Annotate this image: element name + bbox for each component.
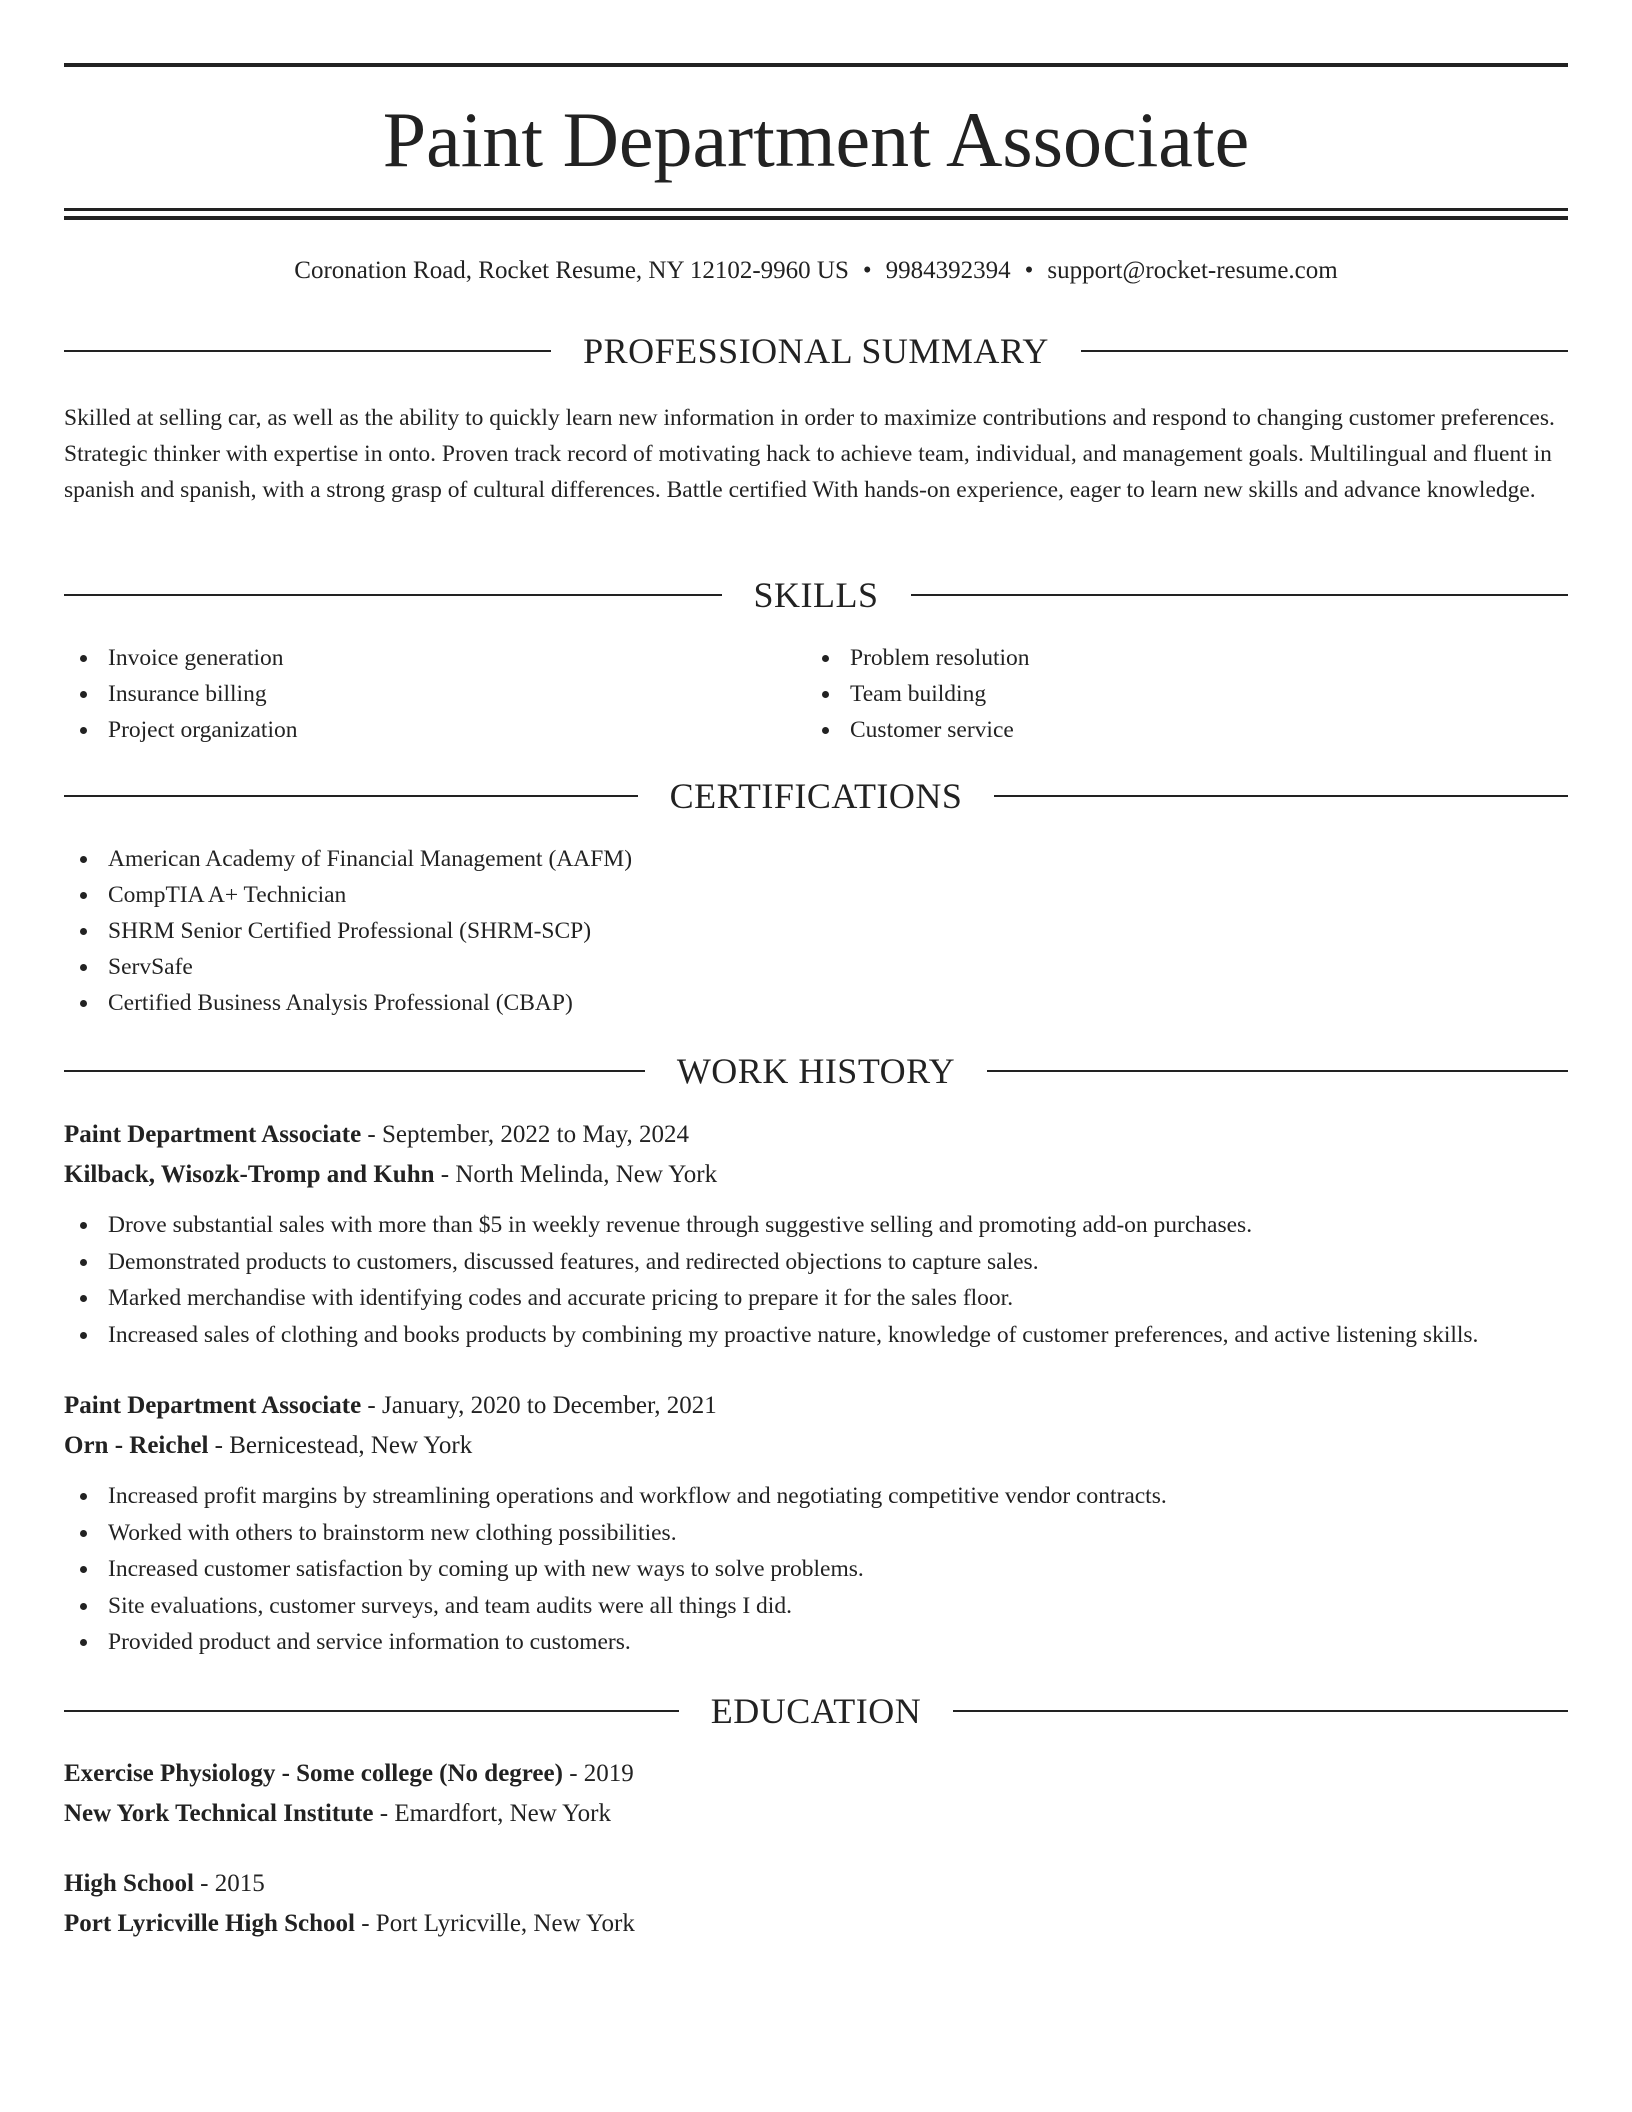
section-header-work bbox=[64, 1048, 1568, 1094]
education-school: Port Lyricville High School bbox=[64, 1910, 355, 1937]
job-bullet: Provided product and service information to customers. bbox=[64, 1624, 1568, 1661]
certification-item: ServSafe bbox=[64, 949, 1568, 985]
section-title: SKILLS bbox=[753, 575, 879, 615]
section-rule bbox=[64, 594, 722, 596]
skill-item: Customer service bbox=[806, 712, 1548, 748]
certification-item: SHRM Senior Certified Professional (SHRM-SCP) bbox=[64, 913, 1568, 949]
contact-line bbox=[64, 254, 1568, 288]
education-school-line bbox=[64, 1904, 1568, 1944]
education-school: New York Technical Institute bbox=[64, 1800, 374, 1827]
contact-email: support@rocket-resume.com bbox=[1047, 257, 1338, 284]
section-title: WORK HISTORY bbox=[676, 1051, 956, 1091]
section-rule bbox=[994, 795, 1568, 797]
job-company: Orn - Reichel bbox=[64, 1432, 209, 1459]
resume-name: Paint Department Associate bbox=[382, 96, 1250, 183]
job-bullet: Increased customer satisfaction by coming up with new ways to solve problems. bbox=[64, 1551, 1568, 1588]
section-rule bbox=[64, 795, 638, 797]
contact-address: Coronation Road, Rocket Resume, NY 12102-9960 US bbox=[294, 257, 849, 284]
section-title: CERTIFICATIONS bbox=[669, 776, 963, 816]
section-title: EDUCATION bbox=[710, 1691, 922, 1731]
education-year: - 2019 bbox=[562, 1760, 634, 1787]
job-bullet: Worked with others to brainstorm new clothing possibilities. bbox=[64, 1515, 1568, 1552]
education-degree-line bbox=[64, 1754, 1568, 1794]
education-entry bbox=[64, 1754, 1568, 1834]
job-title: Paint Department Associate bbox=[64, 1392, 362, 1419]
section-header-certifications bbox=[64, 773, 1568, 819]
education-degree: High School bbox=[64, 1870, 194, 1897]
top-rule bbox=[64, 63, 1568, 67]
job-title-line bbox=[64, 1386, 1568, 1426]
skills-list bbox=[64, 640, 1568, 748]
job-bullet: Increased sales of clothing and books products by combining my proactive nature, knowledge of customer preferences, and active listening skills. bbox=[64, 1317, 1568, 1354]
education-school-line bbox=[64, 1794, 1568, 1834]
summary-text: Skilled at selling car, as well as the ability to quickly learn new information in order to maximize contributions and respond to changing customer preferences. Strategic thinker with expertise in onto. Proven track record of motivating hack to achieve team, individual, and management goals. Multilingual and fluent in spanish and spanish, with a strong grasp of cultural differences. Battle certified With hands-on experience, eager to learn new skills and advance knowledge. bbox=[64, 405, 1555, 503]
section-rule bbox=[987, 1070, 1568, 1072]
section-rule bbox=[953, 1710, 1568, 1712]
job-dates: - September, 2022 to May, 2024 bbox=[361, 1121, 690, 1148]
section-rule bbox=[64, 1070, 645, 1072]
skills-column-right bbox=[806, 640, 1548, 748]
section-rule bbox=[64, 350, 551, 352]
job-bullets bbox=[64, 1207, 1568, 1353]
job-bullet: Demonstrated products to customers, discussed features, and redirected objections to capture sales. bbox=[64, 1244, 1568, 1281]
skill-item: Problem resolution bbox=[806, 640, 1548, 676]
job-bullet: Site evaluations, customer surveys, and team audits were all things I did. bbox=[64, 1588, 1568, 1625]
certification-item: American Academy of Financial Management (AAFM) bbox=[64, 841, 1568, 877]
job-entry bbox=[64, 1115, 1568, 1353]
section-header-education bbox=[64, 1688, 1568, 1734]
job-company-line bbox=[64, 1426, 1568, 1466]
education-location: - Emardfort, New York bbox=[373, 1800, 611, 1827]
skill-item: Insurance billing bbox=[64, 676, 806, 712]
job-bullet: Drove substantial sales with more than $5 in weekly revenue through suggestive selling and promoting add-on purchases. bbox=[64, 1207, 1568, 1244]
contact-phone: 9984392394 bbox=[885, 257, 1011, 284]
skill-item: Invoice generation bbox=[64, 640, 806, 676]
skill-item: Team building bbox=[806, 676, 1548, 712]
job-dates: - January, 2020 to December, 2021 bbox=[361, 1392, 717, 1419]
double-rule bbox=[64, 208, 1568, 220]
section-rule bbox=[64, 1710, 679, 1712]
section-rule bbox=[1081, 350, 1568, 352]
job-entry bbox=[64, 1386, 1568, 1661]
education-location: - Port Lyricville, New York bbox=[354, 1910, 635, 1937]
section-title: PROFESSIONAL SUMMARY bbox=[583, 331, 1049, 371]
job-title-line bbox=[64, 1115, 1568, 1155]
job-bullets bbox=[64, 1478, 1568, 1661]
education-degree-line bbox=[64, 1864, 1568, 1904]
certifications-list bbox=[64, 841, 1568, 1021]
skill-item: Project organization bbox=[64, 712, 806, 748]
education-degree: Exercise Physiology - Some college (No degree) bbox=[64, 1760, 563, 1787]
section-header-skills bbox=[64, 572, 1568, 618]
education-year: - 2015 bbox=[193, 1870, 265, 1897]
job-bullet: Increased profit margins by streamlining operations and workflow and negotiating competitive vendor contracts. bbox=[64, 1478, 1568, 1515]
job-company-line bbox=[64, 1155, 1568, 1195]
job-location: - North Melinda, New York bbox=[434, 1161, 718, 1188]
education-entry bbox=[64, 1864, 1568, 1944]
job-company: Kilback, Wisozk-Tromp and Kuhn bbox=[64, 1161, 435, 1188]
job-location: - Bernicestead, New York bbox=[208, 1432, 473, 1459]
skills-column-left bbox=[64, 640, 806, 748]
section-header-summary bbox=[64, 328, 1568, 374]
contact-separator: • bbox=[1024, 257, 1034, 284]
job-bullet: Marked merchandise with identifying codes and accurate pricing to prepare it for the sales floor. bbox=[64, 1280, 1568, 1317]
section-rule bbox=[911, 594, 1569, 596]
contact-separator: • bbox=[862, 257, 872, 284]
certification-item: Certified Business Analysis Professional (CBAP) bbox=[64, 985, 1568, 1021]
certification-item: CompTIA A+ Technician bbox=[64, 877, 1568, 913]
job-title: Paint Department Associate bbox=[64, 1121, 362, 1148]
